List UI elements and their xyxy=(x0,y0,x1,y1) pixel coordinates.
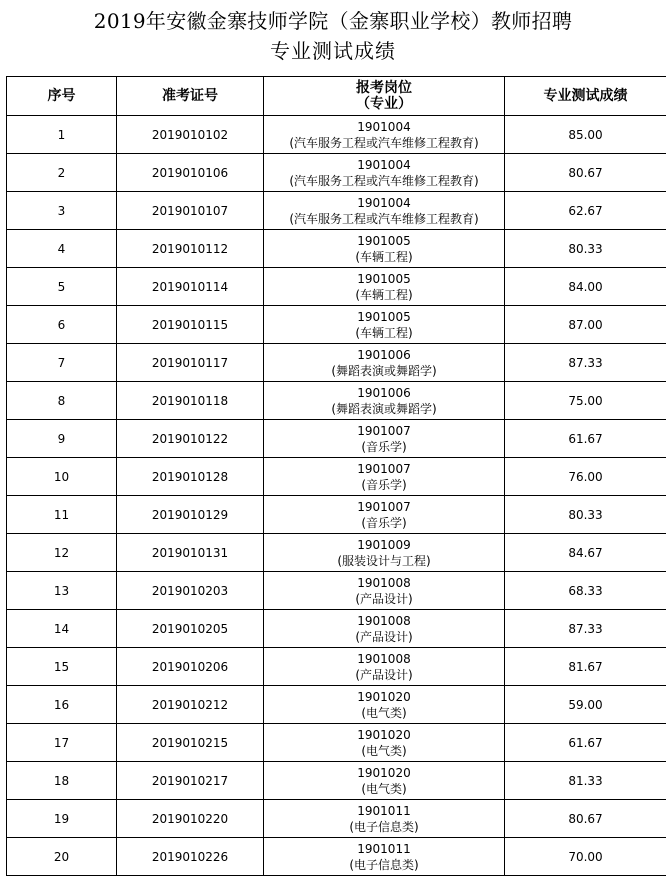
cell-seq: 18 xyxy=(7,762,117,800)
cell-score: 61.67 xyxy=(505,420,666,458)
position-major: (车辆工程) xyxy=(264,249,504,265)
position-code: 1901009 xyxy=(264,537,504,553)
cell-exam-no: 2019010215 xyxy=(117,724,264,762)
table-row xyxy=(7,116,666,154)
cell-position xyxy=(264,572,505,610)
cell-exam-no: 2019010220 xyxy=(117,800,264,838)
cell-score: 84.67 xyxy=(505,534,666,572)
table-row xyxy=(7,382,666,420)
cell-score: 61.67 xyxy=(505,724,666,762)
cell-seq: 5 xyxy=(7,268,117,306)
cell-exam-no: 2019010122 xyxy=(117,420,264,458)
cell-position xyxy=(264,800,505,838)
cell-exam-no: 2019010117 xyxy=(117,344,264,382)
cell-exam-no: 2019010203 xyxy=(117,572,264,610)
cell-exam-no: 2019010129 xyxy=(117,496,264,534)
cell-position xyxy=(264,116,505,154)
position-code: 1901005 xyxy=(264,271,504,287)
cell-score: 81.33 xyxy=(505,762,666,800)
position-code: 1901020 xyxy=(264,765,504,781)
position-code: 1901008 xyxy=(264,613,504,629)
cell-position xyxy=(264,458,505,496)
position-major: (服装设计与工程) xyxy=(264,553,504,569)
position-code: 1901006 xyxy=(264,385,504,401)
cell-seq: 3 xyxy=(7,192,117,230)
cell-exam-no: 2019010118 xyxy=(117,382,264,420)
cell-seq: 14 xyxy=(7,610,117,648)
header-position xyxy=(264,77,505,116)
cell-seq: 13 xyxy=(7,572,117,610)
cell-position xyxy=(264,344,505,382)
cell-seq: 2 xyxy=(7,154,117,192)
title-line-2: 专业测试成绩 xyxy=(0,38,666,64)
position-major: (电子信息类) xyxy=(264,857,504,873)
cell-position xyxy=(264,648,505,686)
cell-exam-no: 2019010128 xyxy=(117,458,264,496)
position-code: 1901006 xyxy=(264,347,504,363)
cell-exam-no: 2019010217 xyxy=(117,762,264,800)
header-seq: 序号 xyxy=(7,77,117,116)
position-major: (舞蹈表演或舞蹈学) xyxy=(264,401,504,417)
cell-score: 76.00 xyxy=(505,458,666,496)
position-major: (音乐学) xyxy=(264,515,504,531)
cell-seq: 6 xyxy=(7,306,117,344)
title-line-1: 2019年安徽金寨技师学院（金寨职业学校）教师招聘 xyxy=(0,8,666,34)
cell-score: 80.33 xyxy=(505,230,666,268)
cell-exam-no: 2019010115 xyxy=(117,306,264,344)
table-row xyxy=(7,800,666,838)
table-row xyxy=(7,268,666,306)
position-code: 1901008 xyxy=(264,575,504,591)
table-row xyxy=(7,344,666,382)
cell-seq: 11 xyxy=(7,496,117,534)
position-code: 1901004 xyxy=(264,195,504,211)
cell-score: 87.33 xyxy=(505,610,666,648)
cell-score: 85.00 xyxy=(505,116,666,154)
document-title xyxy=(0,0,666,76)
cell-position xyxy=(264,762,505,800)
position-major: (汽车服务工程或汽车维修工程教育) xyxy=(264,173,504,189)
cell-position xyxy=(264,154,505,192)
cell-position xyxy=(264,306,505,344)
position-major: (电气类) xyxy=(264,743,504,759)
cell-score: 62.67 xyxy=(505,192,666,230)
cell-score: 80.67 xyxy=(505,154,666,192)
table-row xyxy=(7,762,666,800)
cell-score: 87.33 xyxy=(505,344,666,382)
position-major: (舞蹈表演或舞蹈学) xyxy=(264,363,504,379)
score-table xyxy=(6,76,666,876)
cell-position xyxy=(264,724,505,762)
position-major: (音乐学) xyxy=(264,439,504,455)
position-major: (产品设计) xyxy=(264,629,504,645)
cell-score: 84.00 xyxy=(505,268,666,306)
cell-position xyxy=(264,686,505,724)
cell-position xyxy=(264,496,505,534)
cell-seq: 1 xyxy=(7,116,117,154)
cell-exam-no: 2019010112 xyxy=(117,230,264,268)
table-body xyxy=(7,116,666,876)
position-code: 1901005 xyxy=(264,233,504,249)
position-major: (音乐学) xyxy=(264,477,504,493)
position-code: 1901005 xyxy=(264,309,504,325)
table-row xyxy=(7,610,666,648)
position-code: 1901011 xyxy=(264,841,504,857)
cell-position xyxy=(264,838,505,876)
cell-exam-no: 2019010206 xyxy=(117,648,264,686)
cell-score: 87.00 xyxy=(505,306,666,344)
table-row xyxy=(7,496,666,534)
cell-position xyxy=(264,420,505,458)
cell-exam-no: 2019010131 xyxy=(117,534,264,572)
cell-score: 68.33 xyxy=(505,572,666,610)
position-code: 1901020 xyxy=(264,727,504,743)
position-major: (电气类) xyxy=(264,705,504,721)
cell-position xyxy=(264,192,505,230)
position-major: (车辆工程) xyxy=(264,325,504,341)
position-major: (产品设计) xyxy=(264,591,504,607)
position-major: (电子信息类) xyxy=(264,819,504,835)
table-row xyxy=(7,306,666,344)
header-exam-no: 准考证号 xyxy=(117,77,264,116)
position-code: 1901020 xyxy=(264,689,504,705)
table-row xyxy=(7,724,666,762)
cell-position xyxy=(264,534,505,572)
cell-seq: 17 xyxy=(7,724,117,762)
position-code: 1901004 xyxy=(264,119,504,135)
cell-seq: 15 xyxy=(7,648,117,686)
position-code: 1901007 xyxy=(264,499,504,515)
cell-score: 80.67 xyxy=(505,800,666,838)
header-position-line1: 报考岗位 xyxy=(264,80,504,96)
cell-score: 80.33 xyxy=(505,496,666,534)
cell-position xyxy=(264,610,505,648)
cell-exam-no: 2019010212 xyxy=(117,686,264,724)
cell-exam-no: 2019010106 xyxy=(117,154,264,192)
position-code: 1901011 xyxy=(264,803,504,819)
table-row xyxy=(7,838,666,876)
cell-exam-no: 2019010205 xyxy=(117,610,264,648)
cell-score: 70.00 xyxy=(505,838,666,876)
position-major: (电气类) xyxy=(264,781,504,797)
cell-seq: 19 xyxy=(7,800,117,838)
cell-score: 81.67 xyxy=(505,648,666,686)
table-row xyxy=(7,648,666,686)
cell-exam-no: 2019010107 xyxy=(117,192,264,230)
cell-position xyxy=(264,382,505,420)
position-major: (产品设计) xyxy=(264,667,504,683)
cell-exam-no: 2019010102 xyxy=(117,116,264,154)
table-row xyxy=(7,420,666,458)
cell-position xyxy=(264,268,505,306)
position-major: (车辆工程) xyxy=(264,287,504,303)
table-row xyxy=(7,534,666,572)
table-row xyxy=(7,572,666,610)
cell-seq: 16 xyxy=(7,686,117,724)
table-row xyxy=(7,192,666,230)
header-position-line2: （专业） xyxy=(264,96,504,112)
cell-seq: 7 xyxy=(7,344,117,382)
position-code: 1901004 xyxy=(264,157,504,173)
header-score: 专业测试成绩 xyxy=(505,77,666,116)
cell-score: 75.00 xyxy=(505,382,666,420)
cell-seq: 12 xyxy=(7,534,117,572)
position-code: 1901008 xyxy=(264,651,504,667)
position-major: (汽车服务工程或汽车维修工程教育) xyxy=(264,135,504,151)
cell-seq: 20 xyxy=(7,838,117,876)
table-row xyxy=(7,154,666,192)
cell-seq: 10 xyxy=(7,458,117,496)
table-row xyxy=(7,230,666,268)
table-row xyxy=(7,686,666,724)
cell-exam-no: 2019010226 xyxy=(117,838,264,876)
position-code: 1901007 xyxy=(264,423,504,439)
cell-seq: 4 xyxy=(7,230,117,268)
position-major: (汽车服务工程或汽车维修工程教育) xyxy=(264,211,504,227)
cell-exam-no: 2019010114 xyxy=(117,268,264,306)
position-code: 1901007 xyxy=(264,461,504,477)
cell-seq: 9 xyxy=(7,420,117,458)
cell-seq: 8 xyxy=(7,382,117,420)
table-row xyxy=(7,458,666,496)
cell-score: 59.00 xyxy=(505,686,666,724)
cell-position xyxy=(264,230,505,268)
table-header-row xyxy=(7,77,666,116)
